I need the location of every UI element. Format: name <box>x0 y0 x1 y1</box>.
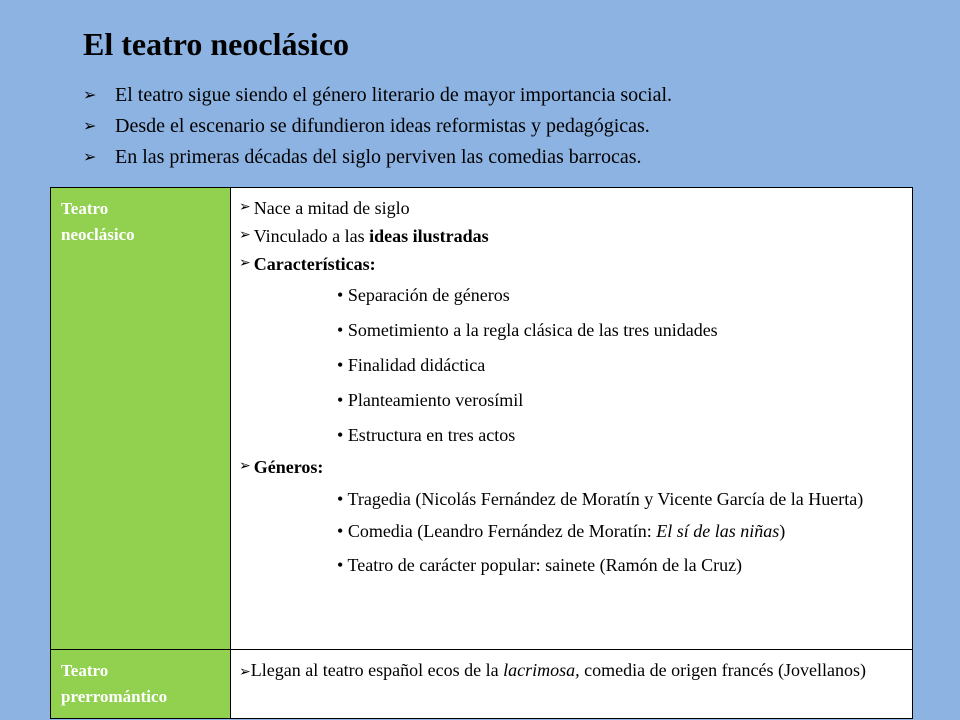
list-item: ➢ Características: <box>239 250 904 278</box>
arrow-bullet-icon: ➢ <box>239 665 251 680</box>
arrow-bullet-icon: ➢ <box>239 459 251 474</box>
row-content-neoclasico <box>231 188 913 650</box>
row-label-neoclasico: Teatro neoclásico <box>51 188 231 650</box>
intro-bullet: ➢ Desde el escenario se difundieron ideas reformistas y pedagógicas. <box>83 111 672 142</box>
slide-title: El teatro neoclásico <box>83 26 350 62</box>
dot-bullet-icon: • <box>337 285 344 305</box>
arrow-bullet-icon: ➢ <box>83 118 97 135</box>
arrow-bullet-icon: ➢ <box>239 256 251 271</box>
dot-bullet-icon: • <box>337 320 344 340</box>
dot-bullet-icon: • <box>337 355 344 375</box>
sub-list-item: • Comedia (Leandro Fernández de Moratín: El sí de las niñas) <box>337 521 786 541</box>
sub-list-item: • Separación de géneros <box>337 285 510 305</box>
list-item: ➢Llegan al teatro español ecos de la lacrimosa, comedia de origen francés (Jovellanos) <box>239 660 867 680</box>
arrow-bullet-icon: ➢ <box>83 87 97 104</box>
row-content-prerromantico <box>231 650 913 719</box>
table-row-neoclasico <box>51 188 913 650</box>
sub-list-item: • Tragedia (Nicolás Fernández de Moratín y Vicente García de la Huerta) <box>337 489 864 509</box>
list-item: ➢ Géneros: <box>239 453 904 481</box>
row-label-prerromantico: Teatro prerromántico <box>51 650 231 719</box>
sub-list-item: • Planteamiento verosímil <box>337 390 524 410</box>
arrow-bullet-icon: ➢ <box>83 149 97 166</box>
intro-bullet: ➢ En las primeras décadas del siglo perviven las comedias barrocas. <box>83 142 672 173</box>
dot-bullet-icon: • <box>337 521 344 541</box>
intro-bullet: ➢ El teatro sigue siendo el género literario de mayor importancia social. <box>83 80 672 111</box>
dot-bullet-icon: • <box>337 390 344 410</box>
dot-bullet-icon: • <box>337 489 344 509</box>
dot-bullet-icon: • <box>337 425 344 445</box>
list-item: ➢ Vinculado a las ideas ilustradas <box>239 222 904 250</box>
sub-list-item: • Teatro de carácter popular: sainete (Ramón de la Cruz) <box>337 555 743 575</box>
sub-list-item: • Estructura en tres actos <box>337 425 516 445</box>
table-row-prerromantico <box>51 650 913 719</box>
theatre-table <box>50 187 913 719</box>
sub-list-item: • Finalidad didáctica <box>337 355 486 375</box>
dot-bullet-icon: • <box>337 555 344 575</box>
arrow-bullet-icon: ➢ <box>239 228 251 243</box>
list-item: ➢ Nace a mitad de siglo <box>239 194 904 222</box>
sub-list-item: • Sometimiento a la regla clásica de las tres unidades <box>337 320 718 340</box>
intro-bullet-list <box>83 80 672 173</box>
arrow-bullet-icon: ➢ <box>239 200 251 215</box>
